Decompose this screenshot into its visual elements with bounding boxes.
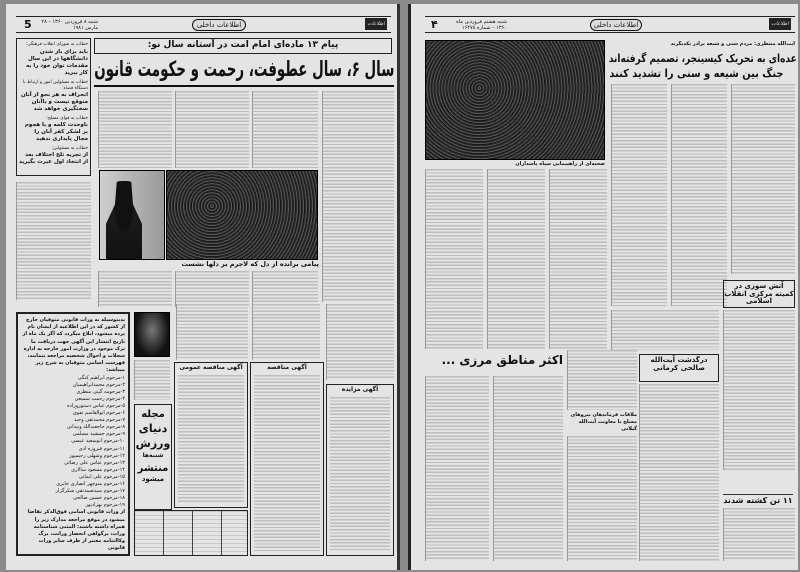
notice-list-item: ۱۸-مرحوم حسین صالحی — [72, 495, 125, 502]
newspaper-page-4 — [408, 4, 798, 570]
ad-title: آگهی مناقصه عمومی — [179, 364, 243, 371]
article-text-column — [175, 91, 249, 168]
killed-headline: ۱۱ تن کشته شدند — [723, 496, 793, 505]
newspaper-logo: اطلاعات — [769, 18, 791, 30]
ad-text — [330, 397, 390, 552]
ad-text — [178, 375, 244, 503]
article-text-column — [611, 310, 719, 350]
headline-line-wrap — [609, 48, 797, 63]
notice-list-item: ۱۷-مرحوم سیدصمدتقی شکرگزار — [55, 488, 125, 495]
article-text-column — [322, 91, 394, 302]
article-text-column — [723, 310, 795, 470]
newspaper-page-5 — [6, 4, 400, 570]
legal-notice-heirs — [16, 312, 130, 556]
magazine-ad-word: میشود — [141, 474, 165, 483]
article-text-column — [639, 384, 719, 561]
article-text-column — [425, 376, 489, 561]
speaker-figure — [106, 181, 142, 259]
notice-list-item: ۱۵-مرحوم علی ایمانی — [78, 473, 125, 480]
bottom-ad-table — [134, 510, 248, 556]
article-text-column — [567, 436, 637, 561]
article-text-column — [98, 271, 172, 307]
magazine-ad-word: مجله — [141, 409, 165, 420]
notice-list-item: ۵-مرحوم عباس دستوروزاده — [67, 403, 125, 409]
article-text-column — [252, 304, 320, 360]
photo-caption: صحنه‌ای از راهپیمایی سپاه پاسداران — [515, 161, 605, 167]
magazine-ad-word: شنبه‌ها — [142, 452, 164, 460]
article-text-column — [326, 304, 394, 380]
section-label: اطلاعات داخلی — [192, 19, 246, 31]
notice-list-item: ۲-مرحوم محمدابراهیمیان — [72, 381, 125, 388]
auction-ad — [326, 384, 394, 556]
pull-quote-lead: خطاب به مسئولین: — [51, 146, 88, 151]
article-text-column — [487, 169, 545, 349]
photo-speaker — [99, 170, 165, 260]
notice-list — [21, 375, 125, 510]
notice-list-item: ۹-مرحوم جمشید مسلمی — [72, 431, 125, 438]
article-text-column — [176, 304, 248, 360]
obituary-headline: درگذشت آیت‌الله صالحی کرمانی — [639, 354, 719, 382]
article-text-column — [252, 271, 318, 307]
notice-list-item: ۱۲-مرحوم وشهلی رحیمپور — [69, 452, 125, 459]
article-text-column — [98, 91, 172, 168]
pull-quote: باید برای باز شدن دانشگاهها در این سال مقدمات توان خود را به کار ببرید — [26, 49, 88, 76]
notice-list-item: ۱۱-مرحوم فیروزه ادی — [78, 445, 125, 452]
pull-quote: باوحدت کلمه و با هجوم بر لشکر کفر آنان را مجال پایداری ندهید — [24, 122, 88, 142]
page-header — [16, 16, 391, 33]
article-text-column — [252, 91, 318, 168]
headline-line: عده‌ای به تحریک کیسینجر، تصمیم گرفته‌اند — [609, 52, 797, 65]
notice-list-item: ۴-مرحوم رحمت سمیعی — [74, 395, 125, 402]
notice-list-item: ۷-مرحوم محمدتقی وحید — [73, 417, 125, 424]
notice-list-item: ۸-مرحوم حاجعبدالله وبیدانی — [66, 424, 125, 431]
article-text-column — [611, 84, 667, 306]
notice-list-item: ۱۰-مرحوم ابوسعید عیسی — [71, 438, 125, 445]
notice-list-item: ۱-مرحوم ابراهیم کنگی — [77, 374, 125, 381]
portrait-photo — [134, 312, 170, 357]
article-text-column — [493, 376, 563, 561]
headline-line-wrap — [609, 63, 797, 78]
headline-block — [94, 56, 394, 87]
tender-ad — [250, 362, 324, 556]
notice-list-item: ۱۴-مرحوم مسعود سالاری — [71, 466, 125, 473]
magazine-ad — [134, 404, 172, 510]
article-text-column — [567, 350, 637, 410]
notice-list-item: ۱۹-مرحوم بهزادپور — [85, 502, 125, 509]
ad-text — [254, 375, 320, 551]
article-text-column — [549, 169, 607, 349]
pull-quote-lead: خطاب به قوای مسلح: — [46, 116, 88, 121]
issue-date: شنبه هشتم فروردین ماه ۱۳۶۰ – شماره ۱۶۴۷۸ — [456, 19, 507, 31]
fire-headline: آتش سوزی در کمیته مرکزی انقلاب اسلامی — [723, 280, 795, 308]
notice-footer: از وراث قانونی اسامی فوق‌الذکر تقاضا میشود در موقع مراجعه مدارک زیر را همراه داشته باشند: المثنی شناسنامه وراث، برگواهی انحصار وراثت، برگ وکالتنامه معتبر از طرف سایر وراث قانونی — [27, 509, 125, 552]
notice-list-item: ۱۶-مرحوم منوچهر انصاری جابری — [56, 481, 125, 488]
meeting-headline: ملاقات فرماندهان نیروهای مسلح با معاونت آیت‌الله گیلانی — [570, 412, 637, 432]
page-header — [425, 16, 795, 33]
magazine-ad-word: منتشر — [137, 462, 169, 474]
border-regions-headline: اکثر مناطق مرزی ... — [441, 353, 563, 367]
notice-list-item: ۶-مرحوم ابوالقاسم تفوی — [72, 410, 125, 417]
page-number: 5 — [24, 18, 32, 31]
magazine-ad-word: دنیای — [138, 422, 168, 435]
article-text-column — [671, 84, 727, 306]
notice-text: بدینوسیله به وراث قانونی متوفیان خارج از کشور که در این اطلاعیه از ایشان نام برده میشود، ابلاغ میگردد که اگر یک ماه از تاریخ انتشار این آگهی جهت دریافت ما ترک موجود در وزارت امور خارجه به اداره سجلات و احوال شخصیه مراجعه ننمایند، فهرست اسامی متوفیان به شرح زیر میباشد: — [22, 317, 125, 374]
pull-quotes-sidebar — [16, 38, 91, 176]
article-text-column — [731, 84, 795, 274]
notice-list-item: ۱۳-مرحوم عباس علی رضائی — [64, 459, 125, 466]
pull-quote: از تجربه تلخ اختلاف بعد از انتخاد اول عبرت بگیرید — [19, 152, 88, 165]
page-number: ۴ — [431, 18, 438, 31]
issue-date: شنبه ۸ فروردین ۱۳۶۰ – ۲۸ مارس ۱۹۸۱ — [41, 19, 98, 31]
headline-line: جنگ بین شیعه و سنی را تشدید کنند — [608, 67, 783, 80]
section-label: اطلاعات داخلی — [590, 19, 642, 31]
portrait-caption — [134, 360, 170, 400]
kicker: آیت‌الله منتظری: مردم سنی و شیعه برادر یکدیگرند — [670, 41, 795, 47]
ad-title: آگهی مزایده — [341, 386, 379, 393]
headline — [609, 48, 797, 82]
pull-quote-lead: خطاب به مسئولین امور و ارتباط با دستگاه قضاء: — [22, 80, 88, 91]
article-text-column — [175, 271, 249, 307]
headline: سال ۶، سال عطوفت، رحمت و حکومت قانون — [93, 57, 394, 81]
article-text-column — [425, 169, 483, 349]
article-text-column — [723, 508, 795, 561]
kicker: پیام ۱۳ ماده‌ای امام امت در آستانه سال نو: — [94, 38, 392, 54]
pull-quote-lead: خطاب به شورای انقلاب فرهنگی: — [25, 42, 88, 47]
ad-title: آگهی مناقصه — [267, 364, 307, 371]
pull-quote: انحراف به هر نحو از آنان متوقع نیست و باآنان سختگیری خواهد شد — [20, 92, 88, 112]
notice-list-item: ۳-مرحومه گیتی منظری — [76, 388, 125, 395]
tender-public-ad — [174, 362, 248, 508]
magazine-ad-word: ورزش — [135, 437, 171, 451]
article-text-column — [16, 182, 91, 300]
newspaper-logo: اطلاعات — [365, 18, 387, 30]
photo-caption: پیامی برانده از دل که لاجرم بر دلها نشست — [181, 260, 319, 268]
photo-crowd — [166, 170, 318, 260]
